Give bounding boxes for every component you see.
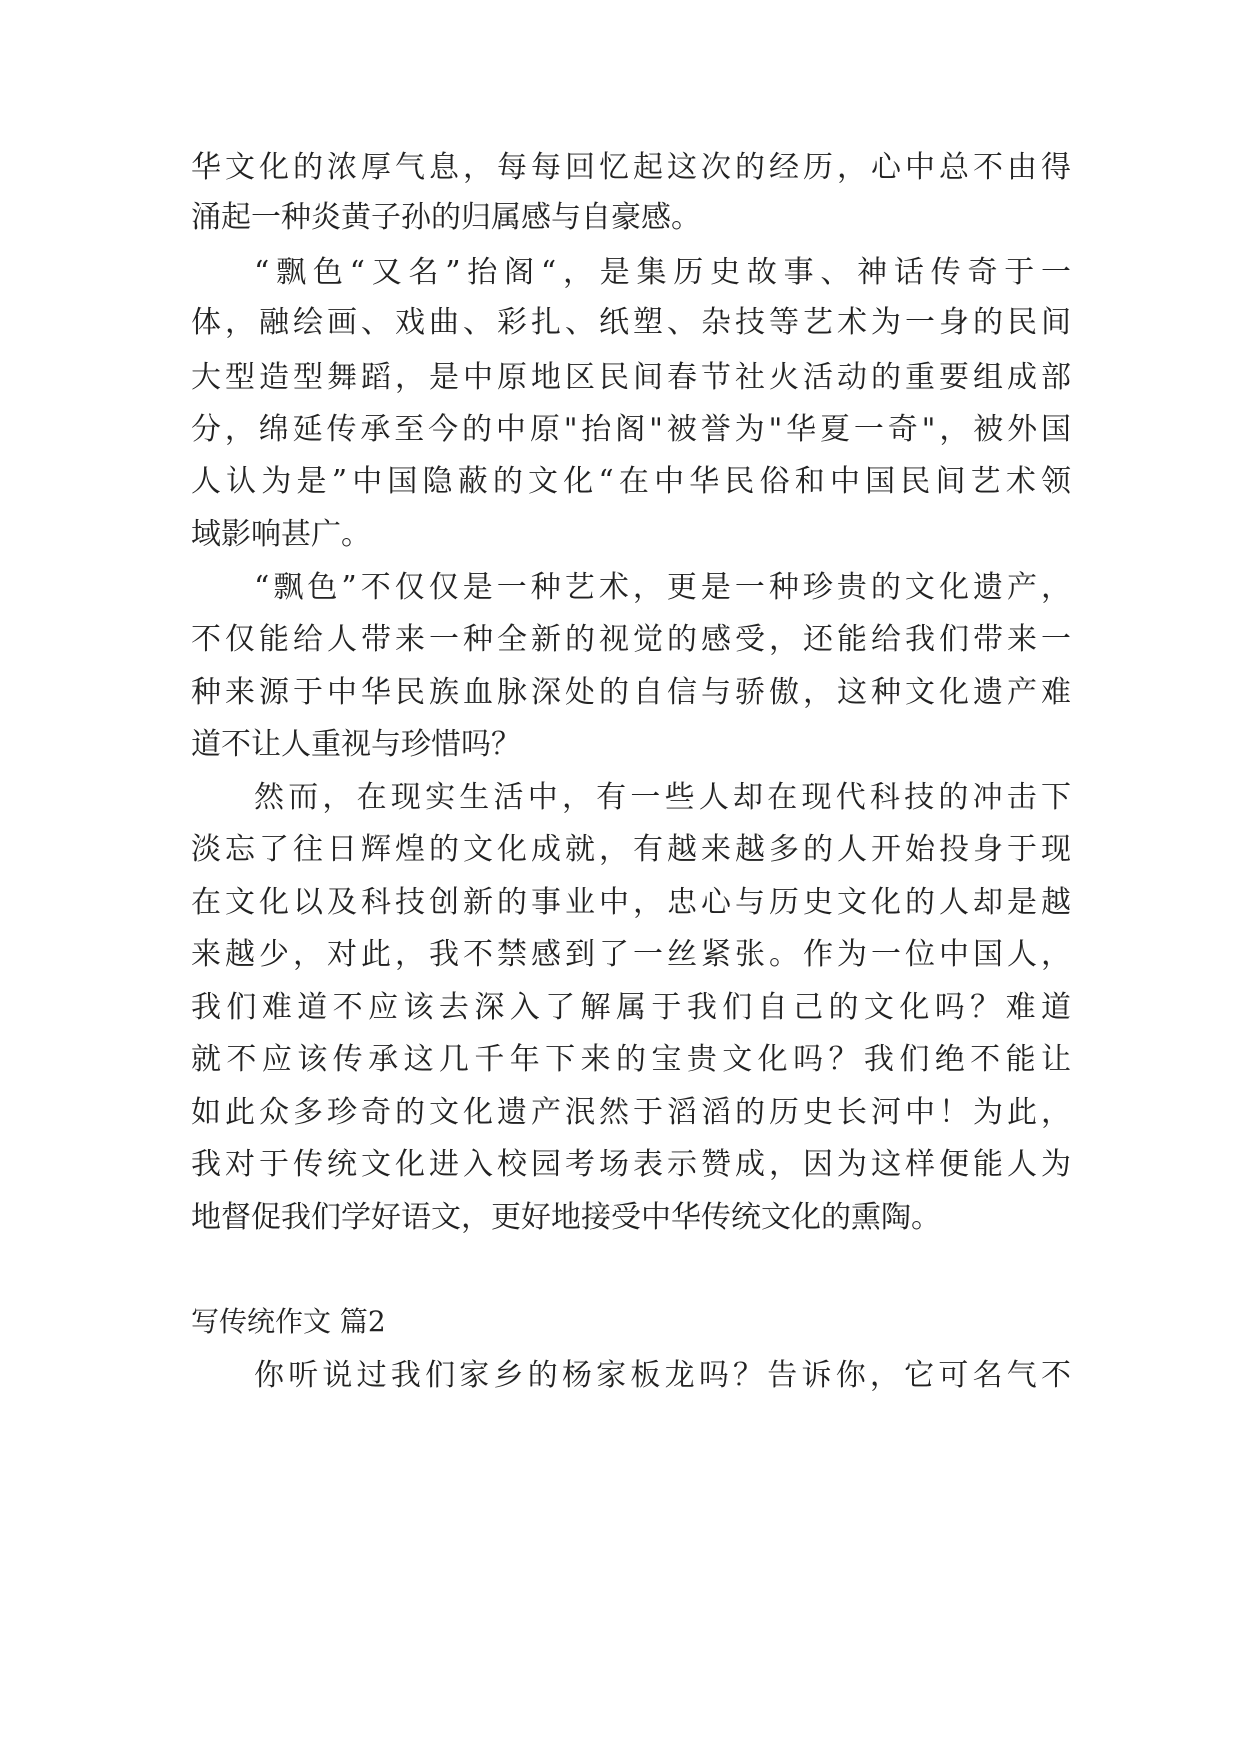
paragraph-line: 就不应该传承这几千年下来的宝贵文化吗？我们绝不能让 xyxy=(191,1042,1071,1077)
paragraph-line: 来越少，对此，我不禁感到了一丝紧张。作为一位中国人， xyxy=(191,937,1071,972)
paragraph-line: 种来源于中华民族血脉深处的自信与骄傲，这种文化遗产难 xyxy=(191,675,1071,710)
paragraph-line: 然而，在现实生活中，有一些人却在现代科技的冲击下 xyxy=(254,780,1071,815)
paragraph-line: 我们难道不应该去深入了解属于我们自己的文化吗？难道 xyxy=(191,990,1071,1025)
paragraph-line: 如此众多珍奇的文化遗产泯然于滔滔的历史长河中！为此， xyxy=(191,1095,1071,1130)
paragraph-line: 分，绵延传承至今的中原"抬阁"被誉为"华夏一奇"，被外国 xyxy=(191,412,1071,447)
paragraph-line: 体，融绘画、戏曲、彩扎、纸塑、杂技等艺术为一身的民间 xyxy=(191,305,1071,340)
section-heading: 写传统作文 篇2 xyxy=(191,1305,386,1338)
paragraph-line: 涌起一种炎黄子孙的归属感与自豪感。 xyxy=(191,200,701,235)
paragraph-line: 域影响甚广。 xyxy=(191,517,371,552)
paragraph-line: 华文化的浓厚气息，每每回忆起这次的经历，心中总不由得 xyxy=(191,150,1071,185)
paragraph-line: 淡忘了往日辉煌的文化成就，有越来越多的人开始投身于现 xyxy=(191,832,1071,867)
paragraph-line: “飘色“又名”抬阁“，是集历史故事、神话传奇于一 xyxy=(254,255,1071,290)
paragraph-line: 你听说过我们家乡的杨家板龙吗？告诉你，它可名气不 xyxy=(254,1358,1071,1393)
paragraph-line: 道不让人重视与珍惜吗？ xyxy=(191,727,521,762)
paragraph-line: 地督促我们学好语文，更好地接受中华传统文化的熏陶。 xyxy=(191,1200,941,1235)
paragraph-line: 不仅能给人带来一种全新的视觉的感受，还能给我们带来一 xyxy=(191,622,1071,657)
paragraph-line: 人认为是”中国隐蔽的文化“在中华民俗和中国民间艺术领 xyxy=(191,464,1071,499)
paragraph-line: 我对于传统文化进入校园考场表示赞成，因为这样便能人为 xyxy=(191,1147,1071,1182)
paragraph-line: 在文化以及科技创新的事业中，忠心与历史文化的人却是越 xyxy=(191,885,1071,920)
paragraph-line: 大型造型舞蹈，是中原地区民间春节社火活动的重要组成部 xyxy=(191,360,1071,395)
paragraph-line: “飘色”不仅仅是一种艺术，更是一种珍贵的文化遗产， xyxy=(254,570,1071,605)
